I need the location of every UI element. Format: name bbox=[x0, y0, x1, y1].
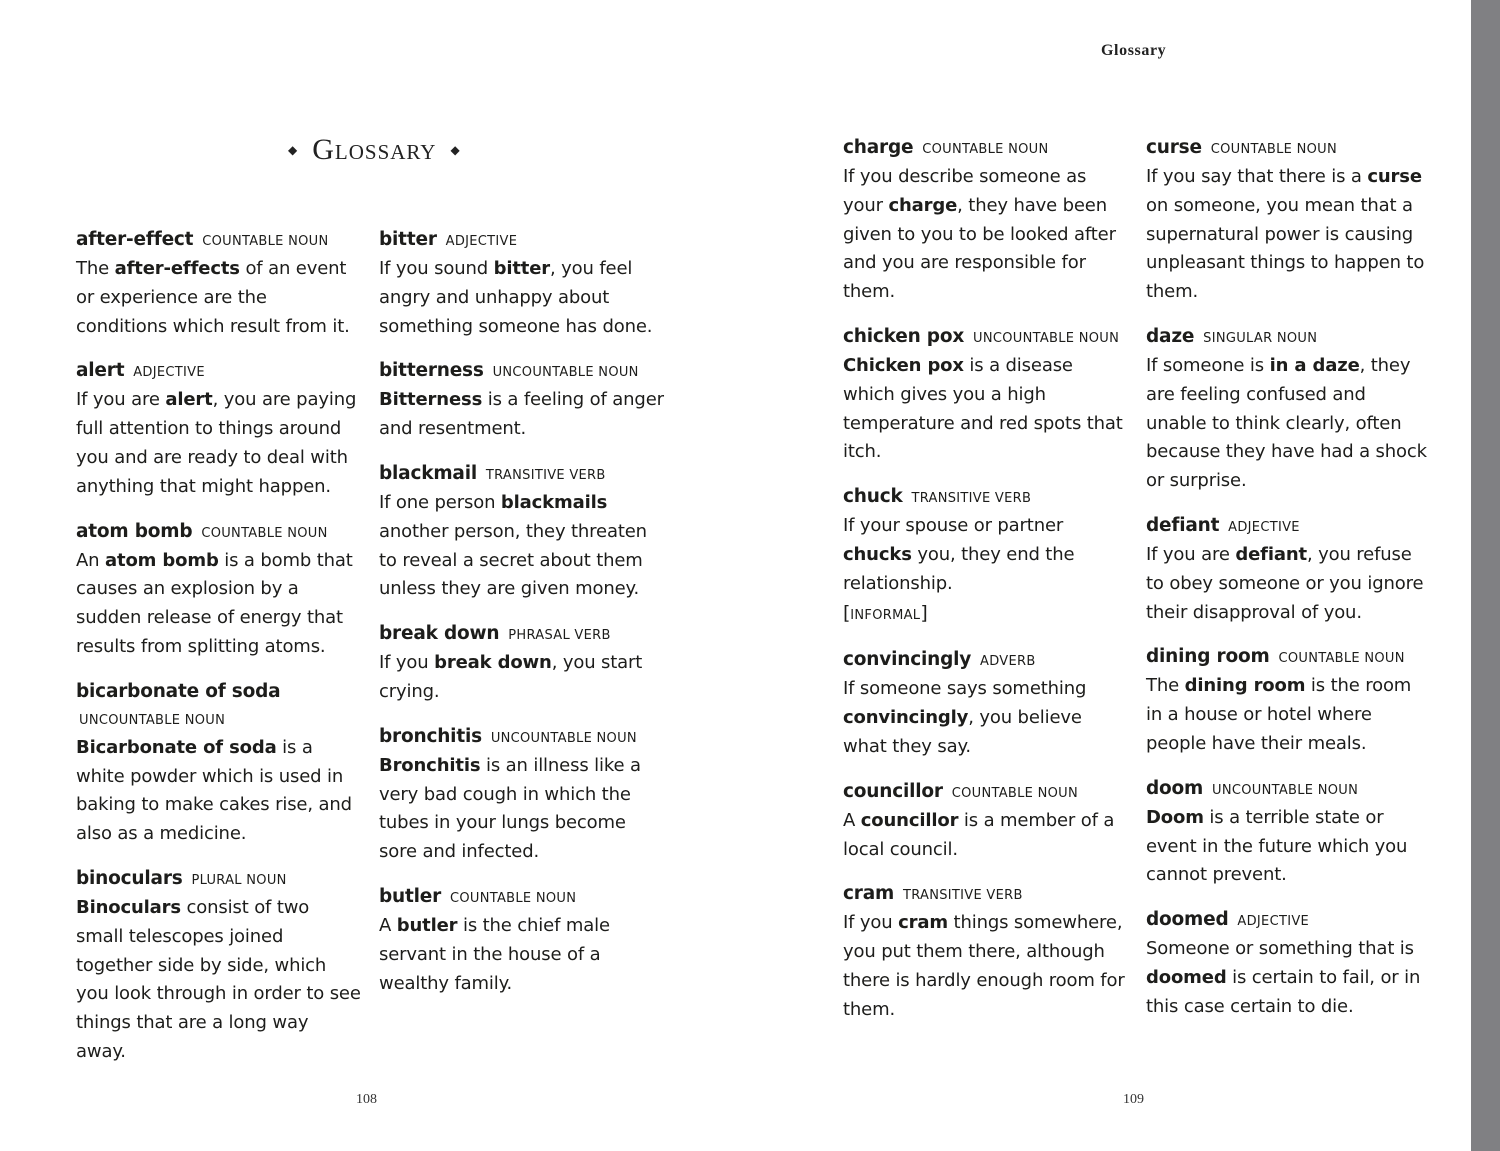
entry-headline bbox=[843, 646, 1128, 675]
definition-text: Someone or something that is bbox=[1146, 938, 1414, 960]
part-of-speech: UNCOUNTABLE NOUN bbox=[973, 330, 1120, 346]
part-of-speech: ADJECTIVE bbox=[1237, 914, 1310, 930]
headword: charge bbox=[843, 137, 914, 158]
definition bbox=[1146, 352, 1431, 496]
definition-text: If you are bbox=[76, 389, 166, 411]
definition-text: , they are feeling confused and unable to think clearly, often because they have had a shock or surprise. bbox=[1146, 354, 1427, 492]
glossary-entry bbox=[1146, 906, 1431, 1021]
definition-text: If your spouse or partner bbox=[843, 515, 1064, 537]
definition-text: , you refuse to obey someone or you ignore their disapproval of you. bbox=[1146, 543, 1424, 623]
definition-text: is a terrible state or event in the future which you cannot prevent. bbox=[1146, 806, 1408, 886]
entry-headline bbox=[76, 678, 361, 734]
headword: bronchitis bbox=[379, 725, 482, 747]
entry-headline bbox=[379, 723, 664, 752]
glossary-entry bbox=[843, 880, 1128, 1024]
definition bbox=[1146, 163, 1431, 307]
glossary-entry bbox=[1146, 643, 1431, 758]
headword: bicarbonate of soda bbox=[76, 680, 281, 702]
definition-text: is a member of a local council. bbox=[843, 809, 1115, 860]
definition-term: Chicken pox bbox=[843, 354, 964, 376]
definition bbox=[1146, 935, 1431, 1021]
definition-text: An bbox=[76, 549, 105, 571]
glossary-column-1 bbox=[76, 226, 361, 1083]
headword: doom bbox=[1146, 777, 1204, 799]
definition-term: in a daze bbox=[1269, 354, 1360, 376]
entry-headline bbox=[1146, 906, 1431, 935]
running-head: Glossary bbox=[1101, 42, 1167, 59]
glossary-entry bbox=[379, 460, 664, 604]
definition-text: is a disease which gives you a high temperature and red spots that itch. bbox=[843, 354, 1123, 463]
glossary-entry bbox=[1146, 512, 1431, 627]
headword: binoculars bbox=[76, 867, 183, 889]
definition-text: If you bbox=[843, 912, 899, 934]
page-title bbox=[288, 130, 461, 170]
usage-label-text: INFORMAL bbox=[850, 607, 921, 623]
headword: defiant bbox=[1146, 514, 1220, 536]
headword: cram bbox=[843, 883, 895, 905]
headword: after-effect bbox=[76, 229, 194, 250]
bracket-open: [ bbox=[843, 601, 851, 624]
entry-headline bbox=[1146, 643, 1431, 672]
headword: alert bbox=[76, 360, 125, 382]
glossary-entry bbox=[843, 323, 1128, 467]
definition-text: , they have been given to you to be looked after and you are responsible for them. bbox=[843, 194, 1116, 303]
headword: chuck bbox=[843, 486, 903, 508]
definition bbox=[379, 752, 664, 867]
definition bbox=[843, 512, 1128, 598]
definition-term: Bitterness bbox=[379, 389, 483, 411]
definition-text: on someone, you mean that a supernatural power is causing unpleasant things to happen to them. bbox=[1146, 194, 1425, 303]
definition bbox=[76, 547, 361, 662]
definition-term: Doom bbox=[1146, 806, 1204, 828]
definition-text: is certain to fail, or in this case certain to die. bbox=[1146, 966, 1421, 1017]
page-title-text: Glossary bbox=[312, 133, 437, 166]
definition-text: A bbox=[379, 914, 397, 936]
definition-text: , you believe what they say. bbox=[843, 707, 1082, 757]
entry-headline bbox=[843, 778, 1128, 807]
entry-headline bbox=[76, 357, 361, 386]
headword: curse bbox=[1146, 137, 1202, 158]
glossary-column-3 bbox=[843, 134, 1128, 1041]
definition-text: another person, they threaten to reveal a secret about them unless they are given money. bbox=[379, 520, 647, 600]
glossary-entry bbox=[1146, 775, 1431, 890]
definition bbox=[843, 909, 1128, 1024]
definition bbox=[843, 352, 1128, 467]
entry-headline bbox=[76, 865, 361, 894]
part-of-speech: TRANSITIVE VERB bbox=[911, 491, 1032, 507]
entry-headline bbox=[1146, 323, 1431, 352]
definition-text: is a bomb that causes an explosion by a sudden release of energy that results from splitting atoms. bbox=[76, 549, 353, 657]
definition-term: dining room bbox=[1184, 675, 1306, 697]
glossary-entry bbox=[76, 226, 361, 341]
part-of-speech: COUNTABLE NOUN bbox=[1210, 142, 1337, 157]
part-of-speech: SINGULAR NOUN bbox=[1203, 330, 1318, 346]
definition-text: If you say that there is a bbox=[1146, 166, 1368, 187]
glossary-entry bbox=[1146, 134, 1431, 307]
definition bbox=[76, 255, 361, 341]
definition-text: The bbox=[1146, 675, 1185, 697]
definition bbox=[843, 807, 1128, 865]
definition bbox=[379, 386, 664, 444]
definition-text: of an event or experience are the conditions which result from it. bbox=[76, 258, 350, 337]
definition-text: is the room in a house or hotel where people have their meals. bbox=[1146, 675, 1412, 754]
entry-headline bbox=[379, 357, 664, 386]
definition-term: Bronchitis bbox=[379, 754, 481, 776]
definition bbox=[76, 386, 361, 501]
definition bbox=[76, 734, 361, 849]
definition-term: butler bbox=[396, 914, 458, 936]
diamond-ornament-icon: ◆ bbox=[288, 143, 299, 157]
definition-text: is a white powder which is used in baking to make cakes rise, and also as a medicine. bbox=[76, 736, 352, 845]
definition bbox=[843, 675, 1128, 761]
definition-text: If you describe someone as your bbox=[843, 166, 1087, 216]
definition-text: is a feeling of anger and resentment. bbox=[379, 389, 664, 440]
part-of-speech: COUNTABLE NOUN bbox=[951, 785, 1079, 801]
definition-term: Binoculars bbox=[76, 896, 181, 918]
entry-headline bbox=[76, 226, 361, 255]
entry-headline bbox=[379, 460, 664, 489]
part-of-speech: PLURAL NOUN bbox=[191, 872, 287, 888]
headword: convincingly bbox=[843, 649, 972, 671]
definition-term: councillor bbox=[860, 809, 959, 831]
part-of-speech: ADJECTIVE bbox=[133, 365, 205, 381]
definition-term: Bicarbonate of soda bbox=[76, 736, 277, 758]
headword: butler bbox=[379, 885, 442, 907]
definition-term: alert bbox=[165, 389, 213, 411]
part-of-speech: UNCOUNTABLE NOUN bbox=[490, 730, 637, 746]
page-number-right: 109 bbox=[1123, 1092, 1144, 1107]
usage-label bbox=[843, 599, 1128, 631]
glossary-column-4 bbox=[1146, 134, 1431, 1038]
entry-headline bbox=[843, 134, 1128, 163]
definition bbox=[379, 649, 664, 707]
entry-headline bbox=[843, 880, 1128, 909]
definition-text: , you are paying full attention to things around you and are ready to deal with anything that might happen. bbox=[76, 389, 357, 497]
glossary-entry bbox=[843, 134, 1128, 307]
glossary-entry bbox=[76, 865, 361, 1067]
definition-text: If you are bbox=[1146, 543, 1236, 565]
headword: blackmail bbox=[379, 462, 477, 484]
part-of-speech: UNCOUNTABLE NOUN bbox=[1212, 782, 1359, 798]
part-of-speech: ADJECTIVE bbox=[445, 234, 518, 249]
part-of-speech: COUNTABLE NOUN bbox=[449, 890, 577, 906]
glossary-column-2 bbox=[379, 226, 664, 1014]
definition-term: cram bbox=[898, 912, 948, 934]
entry-headline bbox=[379, 620, 664, 649]
entry-headline bbox=[76, 518, 361, 547]
definition-term: bitter bbox=[493, 258, 551, 279]
definition bbox=[1146, 672, 1431, 758]
part-of-speech: ADVERB bbox=[980, 654, 1036, 670]
definition-text: If one person bbox=[379, 491, 501, 513]
glossary-entry bbox=[76, 518, 361, 662]
definition-term: curse bbox=[1367, 166, 1422, 187]
definition bbox=[379, 255, 664, 341]
part-of-speech: UNCOUNTABLE NOUN bbox=[79, 712, 226, 728]
glossary-entry bbox=[76, 678, 361, 849]
part-of-speech: ADJECTIVE bbox=[1228, 519, 1300, 535]
definition-term: defiant bbox=[1235, 543, 1307, 565]
headword: break down bbox=[379, 623, 500, 645]
definition-text: If you sound bbox=[379, 258, 494, 279]
definition bbox=[379, 912, 664, 998]
definition-term: charge bbox=[888, 194, 958, 216]
headword: daze bbox=[1146, 325, 1195, 347]
definition-term: break down bbox=[434, 652, 552, 674]
page-edge-bar bbox=[1471, 0, 1500, 1151]
diamond-ornament-icon: ◆ bbox=[450, 143, 461, 157]
entry-headline bbox=[379, 883, 664, 912]
glossary-entry bbox=[379, 723, 664, 867]
definition-text: If someone is bbox=[1146, 354, 1270, 376]
part-of-speech: UNCOUNTABLE NOUN bbox=[492, 365, 639, 381]
entry-headline bbox=[1146, 775, 1431, 804]
glossary-entry bbox=[379, 883, 664, 998]
definition-term: blackmails bbox=[500, 491, 608, 513]
headword: bitterness bbox=[379, 360, 484, 382]
definition-text: you, they end the relationship. bbox=[843, 543, 1075, 594]
part-of-speech: COUNTABLE NOUN bbox=[201, 525, 328, 541]
entry-headline bbox=[379, 226, 664, 255]
definition bbox=[379, 489, 664, 604]
glossary-entry bbox=[379, 620, 664, 707]
headword: bitter bbox=[379, 229, 437, 250]
glossary-entry bbox=[76, 357, 361, 501]
entry-headline bbox=[1146, 512, 1431, 541]
part-of-speech: PHRASAL VERB bbox=[508, 628, 611, 644]
headword: atom bomb bbox=[76, 520, 193, 542]
definition-text: If someone says something bbox=[843, 678, 1087, 700]
definition-term: convincingly bbox=[843, 707, 969, 729]
definition-text: The bbox=[76, 258, 115, 279]
glossary-entry bbox=[379, 226, 664, 341]
part-of-speech: COUNTABLE NOUN bbox=[922, 142, 1049, 157]
glossary-entry bbox=[843, 778, 1128, 865]
headword: dining room bbox=[1146, 646, 1270, 668]
glossary-entry bbox=[843, 646, 1128, 761]
entry-headline bbox=[1146, 134, 1431, 163]
page-number-left: 108 bbox=[356, 1092, 377, 1107]
definition-text: If you bbox=[379, 652, 435, 674]
definition-term: after-effects bbox=[114, 258, 240, 279]
part-of-speech: COUNTABLE NOUN bbox=[202, 234, 329, 249]
headword: councillor bbox=[843, 780, 943, 802]
glossary-entry bbox=[843, 483, 1128, 630]
definition-text: things somewhere, you put them there, although there is hardly enough room for them. bbox=[843, 912, 1125, 1020]
definition bbox=[843, 163, 1128, 307]
definition bbox=[76, 894, 361, 1067]
definition-text: consist of two small telescopes joined together side by side, which you look through in order to see things that are a long way away. bbox=[76, 896, 361, 1062]
definition-text: , you start crying. bbox=[379, 652, 643, 702]
part-of-speech: TRANSITIVE VERB bbox=[485, 467, 606, 483]
glossary-entry bbox=[1146, 323, 1431, 496]
bracket-close: ] bbox=[920, 601, 928, 624]
definition-term: chucks bbox=[843, 543, 912, 565]
definition-text: is an illness like a very bad cough in which the tubes in your lungs become sore and infected. bbox=[379, 754, 641, 863]
part-of-speech: COUNTABLE NOUN bbox=[1278, 651, 1405, 667]
definition-text: A bbox=[843, 809, 861, 831]
definition-text: , you feel angry and unhappy about something someone has done. bbox=[379, 258, 653, 337]
entry-headline bbox=[843, 483, 1128, 512]
definition bbox=[1146, 804, 1431, 890]
headword: doomed bbox=[1146, 909, 1229, 931]
definition-term: doomed bbox=[1146, 966, 1227, 988]
definition-term: atom bomb bbox=[105, 549, 219, 571]
part-of-speech: TRANSITIVE VERB bbox=[902, 888, 1023, 904]
entry-headline bbox=[843, 323, 1128, 352]
headword: chicken pox bbox=[843, 325, 965, 347]
definition-text: is the chief male servant in the house of a wealthy family. bbox=[379, 914, 610, 994]
glossary-entry bbox=[379, 357, 664, 444]
definition bbox=[1146, 541, 1431, 627]
